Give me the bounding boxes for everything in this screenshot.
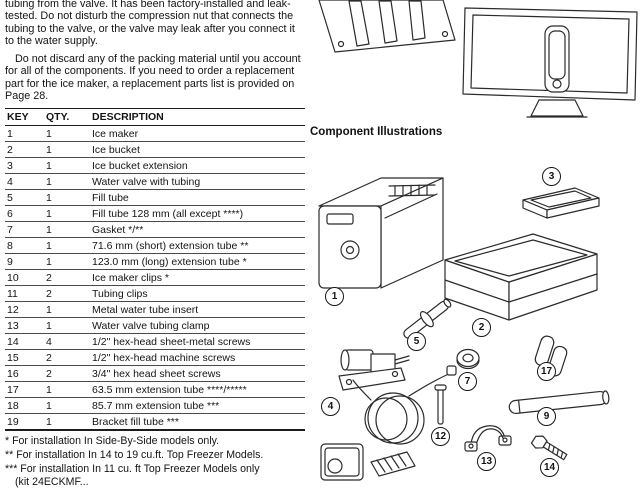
gasket-drawing xyxy=(457,350,479,369)
col-header-description: DESCRIPTION xyxy=(90,109,305,126)
table-row: 12 1 Metal water tube insert xyxy=(5,302,305,318)
components-illustration xyxy=(305,148,640,480)
metal-insert-drawing xyxy=(435,385,446,424)
table-row: 9 1 123.0 mm (long) extension tube * xyxy=(5,254,305,270)
callout-4: 4 xyxy=(321,397,340,416)
table-row: 7 1 Gasket */** xyxy=(5,222,305,238)
table-row: 6 1 Fill tube 128 mm (all except ****) xyxy=(5,206,305,222)
freezer-panel-partial xyxy=(319,0,455,52)
table-row: 11 2 Tubing clips xyxy=(5,286,305,302)
table-row: 3 1 Ice bucket extension xyxy=(5,158,305,174)
parts-table-body xyxy=(5,126,305,431)
tubing-clamp-drawing xyxy=(465,426,511,451)
table-row: 18 1 85.7 mm extension tube *** xyxy=(5,398,305,414)
ice-maker-drawing xyxy=(319,178,443,288)
table-row: 17 1 63.5 mm extension tube ****/***** xyxy=(5,382,305,398)
callout-9: 9 xyxy=(537,407,556,426)
table-row: 13 1 Water valve tubing clamp xyxy=(5,318,305,334)
text-column xyxy=(5,0,305,490)
footnote-3-continued: (kit 24ECKMF... xyxy=(15,476,89,489)
water-valve-drawing xyxy=(339,350,409,390)
callout-14: 14 xyxy=(540,458,559,477)
table-row: 1 1 Ice maker xyxy=(5,126,305,142)
rear-panel-illustration xyxy=(305,0,640,122)
callout-3: 3 xyxy=(542,167,561,186)
table-row: 8 1 71.6 mm (short) extension tube ** xyxy=(5,238,305,254)
table-row: 2 1 Ice bucket xyxy=(5,142,305,158)
table-row: 10 2 Ice maker clips * xyxy=(5,270,305,286)
table-row: 15 2 1/2" hex-head machine screws xyxy=(5,350,305,366)
table-row: 5 1 Fill tube xyxy=(5,190,305,206)
long-extension-tube-drawing xyxy=(509,391,610,414)
callout-1: 1 xyxy=(325,287,344,306)
col-header-key: KEY xyxy=(5,109,44,126)
callout-17: 17 xyxy=(537,362,556,381)
footnote-3: *** For installation In 11 cu. ft Top Freezer Models only xyxy=(5,462,260,475)
footnote-1: * For installation In Side-By-Side models only. xyxy=(5,435,220,448)
table-row: 19 1 Bracket fill tube *** xyxy=(5,414,305,431)
callout-5: 5 xyxy=(407,332,426,351)
footnote-2: ** For installation In 14 to 19 cu.ft. Top Freezer Models. xyxy=(5,448,264,461)
callout-2: 2 xyxy=(472,318,491,337)
callout-12: 12 xyxy=(431,427,450,446)
table-row: 14 4 1/2" hex-head sheet-metal screws xyxy=(5,334,305,350)
cover-part-drawing xyxy=(321,444,363,480)
parts-table xyxy=(5,108,305,431)
table-row: 4 1 Water valve with tubing xyxy=(5,174,305,190)
col-header-qty: QTY. xyxy=(44,109,90,126)
section-heading: Component Illustrations xyxy=(310,126,443,138)
footnotes xyxy=(5,435,305,489)
illustration-column xyxy=(305,0,640,480)
intro-paragraph-1: tubing from the valve. It has been factory-installed and leak-tested. Do not disturb the compression nut that connects the tubing to the valve, or the valve may leak after you connect it to the water supply. xyxy=(5,0,295,47)
table-row: 16 2 3/4" hex head sheet screws xyxy=(5,366,305,382)
clips-stack-drawing xyxy=(371,452,415,476)
callout-13: 13 xyxy=(477,452,496,471)
table-header-row xyxy=(5,109,305,126)
rear-access-panel xyxy=(463,8,637,117)
ice-bucket-drawing xyxy=(445,234,597,320)
ice-bucket-extension-drawing xyxy=(523,188,599,218)
callout-7: 7 xyxy=(458,372,477,391)
intro-paragraph-2: Do not discard any of the packing material until you account for all of the components. If you need to order a replacement part for the ice maker, a replacement parts list is provided on Page 28. xyxy=(5,53,301,103)
